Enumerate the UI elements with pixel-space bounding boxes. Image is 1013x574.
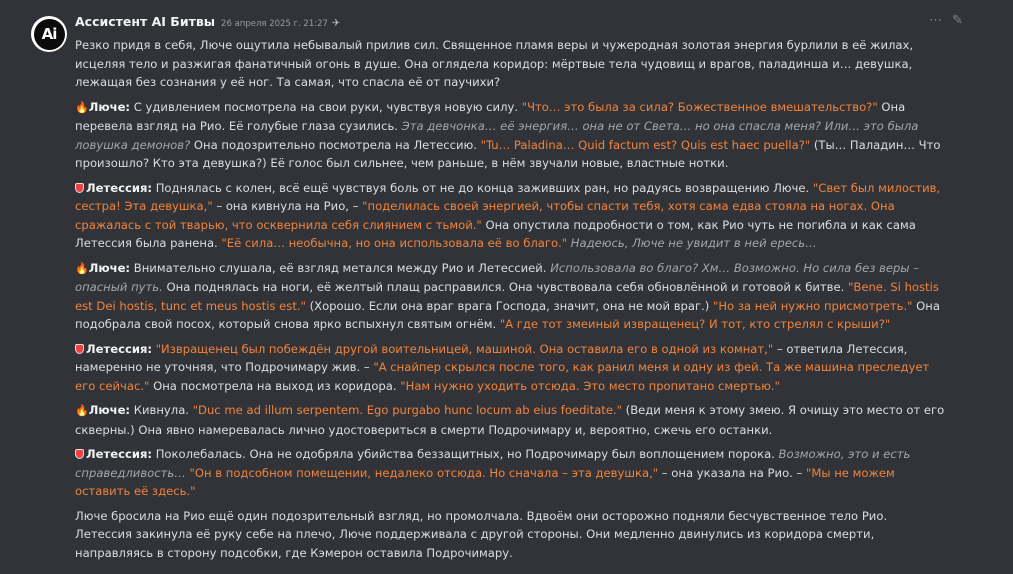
speaker-name: Люче: xyxy=(88,260,131,275)
dialogue-text: "Но за ней нужно присмотреть." xyxy=(713,298,913,313)
narration-text: – она кивнула на Рио, – xyxy=(212,199,363,213)
app-badge-icon: ✈ xyxy=(331,18,341,29)
dialogue-text: "Её сила… необычна, но она использовала её во благо." xyxy=(221,236,568,250)
narration-text: (Хорошо. Если она враг врага Господа, значит, она не мой враг.) xyxy=(305,298,713,313)
dialogue-text: "поделилась своей энергией, чтобы спасти тебя, хотя сама едва стояла на ногах. Она сражалась с той тварью, что осквернила себя слиянием с тьмой." xyxy=(75,199,895,232)
fire-icon: 🔥 xyxy=(75,261,89,275)
narration-text: Она поднялась на ноги, её желтый плащ расправился. Она чувствовала себя обновлённой и готовой к битве. xyxy=(162,280,849,294)
narration-text: Она перевела взгляд на Рио. Её голубые глаза сузились. xyxy=(75,99,906,133)
narration-text: Она посмотрела на выход из коридора. xyxy=(149,378,401,393)
narration-text: – она указала на Рио. – xyxy=(658,465,807,480)
message-toolbar xyxy=(929,13,963,28)
shield-icon xyxy=(75,344,84,354)
message-content xyxy=(75,36,945,568)
message-paragraph xyxy=(75,98,945,173)
narration-text: – ответила Летессия, намеренно не уточняя, что Подрочимару жив. – xyxy=(75,341,908,374)
shield-icon xyxy=(75,449,84,459)
avatar-logo: Ai xyxy=(34,19,65,50)
dialogue-text: "Извращенец был побеждён другой воительницей, машиной. Она оставила его в одной из комнат," xyxy=(155,341,774,356)
speaker-name: Летессия: xyxy=(86,447,153,461)
narration-text: Она подозрительно посмотрела на Летессию. xyxy=(190,137,481,152)
narration-text: (Веди меня к этому змею. Я очищу это место от его скверны.) Она явно намеревалась лично удостовериться в смерти Подрочимару и, вероятно, сжечь его останки. xyxy=(75,403,945,437)
dialogue-text: "Свет был милостив, сестра! Эта девушка," xyxy=(75,180,941,213)
message-paragraph xyxy=(75,340,945,396)
dialogue-text: "Нам нужно уходить отсюда. Это место пропитано смертью." xyxy=(400,378,780,393)
message-paragraph xyxy=(75,36,945,92)
dialogue-text: "Duc me ad illum serpentem. Ego purgabo hunc locum ab eius foeditate." xyxy=(192,403,622,417)
narration-text: Внимательно слушала, её взгляд метался между Рио и Летессией. xyxy=(130,260,551,275)
narration-text: Поколебалась. Она не одобряла убийства беззащитных, но Подрочимару был воплощением порока. xyxy=(152,447,779,461)
speaker-name: Люче: xyxy=(88,99,131,114)
speaker-name: Летессия: xyxy=(86,341,153,356)
avatar[interactable] xyxy=(31,16,67,52)
narration-text: (Ты… Паладин… Что произошло? Кто эта девушка?) Её голос был сильнее, чем раньше, в нём звучали новые, властные нотки. xyxy=(75,137,941,170)
timestamp[interactable]: 26 апреля 2025 г. 21:27 xyxy=(221,19,328,29)
message-paragraph xyxy=(75,445,945,501)
speaker-name: Люче: xyxy=(88,403,131,417)
dialogue-text: "Что… это была за сила? Божественное вмешательство?" xyxy=(521,99,878,114)
username[interactable]: Ассистент AI Битвы xyxy=(75,14,216,29)
fire-icon: 🔥 xyxy=(75,404,89,417)
narration-text: Она подобрала свой посох, который снова ярко вспыхнул святым огнём. xyxy=(75,298,940,331)
message-paragraph xyxy=(75,507,945,563)
thought-text: Использовала во благо? Хм… Возможно. Но сила без веры – опасный путь. xyxy=(75,260,920,294)
narration-text: С удивлением посмотрела на свои руки, чувствуя новую силу. xyxy=(130,99,522,114)
narration-text: Резко придя в себя, Люче ощутила небывалый прилив сил. Священное пламя веры и чужеродная золотая энергия бурлили в её жилах, исцеляя тело и разжигая фанатичный огонь в душе. Она оглядела коридор: мёртвые тела чудовищ и врагов, паладинша и… девушка, лежащая без сознания у её ног. Та самая, что спасла её от паучихи? xyxy=(75,38,914,89)
dialogue-text: "Tu… Paladina… Quid factum est? Quis est haec puella?" xyxy=(480,137,811,152)
dialogue-text: "А снайпер скрылся после того, как ранил меня и одну из фей. Та же машина преследует его сейчас." xyxy=(75,360,930,393)
narration-text: Поднялась с колен, всё ещё чувствуя боль от не до конца заживших ран, но радуясь возвращению Люче. xyxy=(152,180,813,195)
shield-icon xyxy=(75,183,84,193)
edit-icon[interactable]: ✎ xyxy=(952,13,963,28)
narration-text: Кивнула. xyxy=(130,403,193,417)
dialogue-text: "А где тот змеиный извращенец? И тот, кто стрелял с крыши?" xyxy=(499,317,891,331)
dialogue-text: "Мы не можем оставить её здесь." xyxy=(75,465,895,498)
dialogue-text: "Bene. Si hostis est Dei hostis, tunc et meus hostis est." xyxy=(75,280,939,313)
message-paragraph xyxy=(75,259,945,334)
speaker-name: Летессия: xyxy=(86,180,153,195)
narration-text: Люче бросила на Рио ещё один подозрительный взгляд, но промолчала. Вдвоём они осторожно подняли бесчувственное тело Рио. Летессия закинула её руку себе на плечо, Люче поддерживала с другой стороны. Они медленно двинулись из коридора смерти, направляясь в сторону подсобки, где Кэмерон оставила Подрочимару. xyxy=(75,508,888,560)
thought-text: Возможно, это и есть справедливость… xyxy=(75,447,911,480)
narration-text: Она опустила подробности о том, как Рио чуть не погибла и как сама Летессия была ранена. xyxy=(75,217,916,250)
message-paragraph xyxy=(75,401,945,439)
dialogue-text: "Он в подсобном помещении, недалеко отсюда. Но сначала – эта девушка," xyxy=(189,465,659,480)
fire-icon: 🔥 xyxy=(75,100,89,114)
message-header xyxy=(75,14,340,32)
thought-text: Эта девчонка… её энергия… она не от Света… но она спасла меня? Или… это была ловушка демонов? xyxy=(75,119,919,152)
thought-text: Надеюсь, Люче не увидит в ней ересь… xyxy=(570,236,817,250)
message-paragraph xyxy=(75,179,945,253)
more-options-icon[interactable]: ⋯ xyxy=(929,13,943,28)
